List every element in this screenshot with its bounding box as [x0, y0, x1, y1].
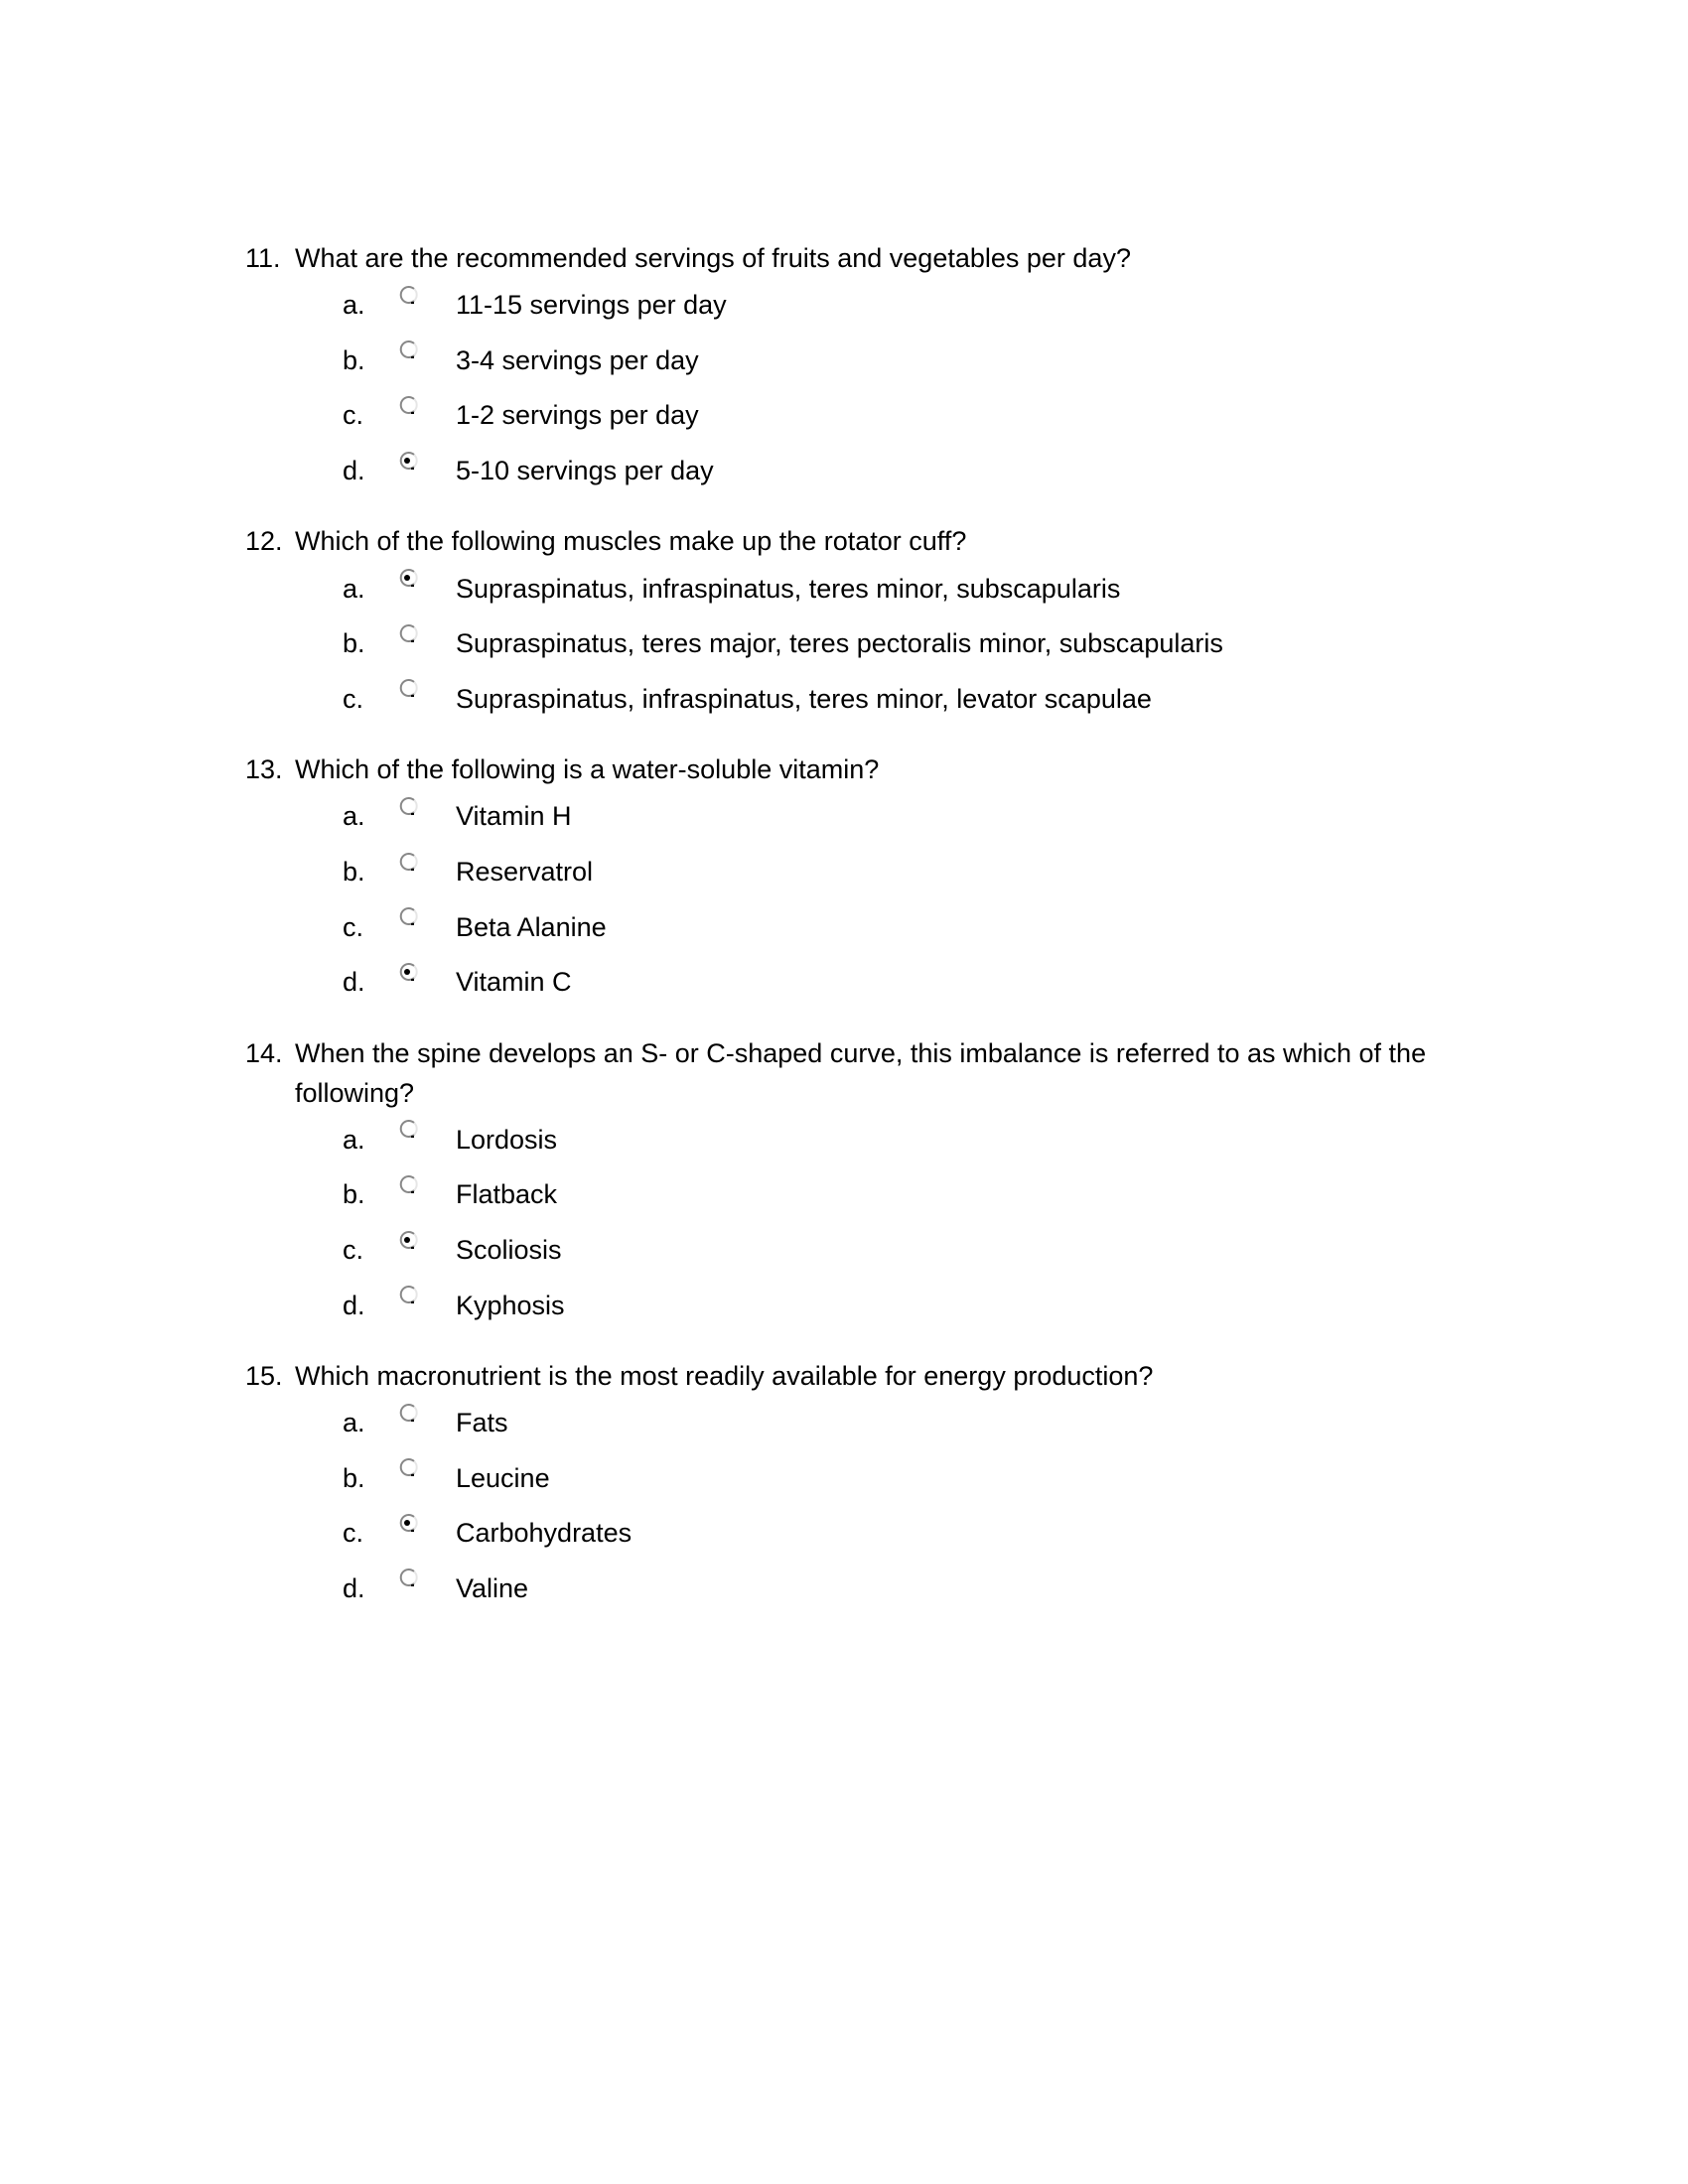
option-text: 5-10 servings per day	[456, 456, 714, 486]
question-number: 11.	[245, 243, 281, 273]
radio-unselected-icon[interactable]	[397, 395, 419, 417]
question-14	[245, 1033, 1486, 1333]
answer-option[interactable]	[245, 1113, 1486, 1168]
answer-option[interactable]	[245, 1278, 1486, 1333]
question-text: Which macronutrient is the most readily available for energy production?	[295, 1360, 1154, 1391]
option-letter: c.	[343, 911, 364, 942]
radio-unselected-icon[interactable]	[397, 1285, 419, 1306]
option-letter: b.	[343, 344, 365, 375]
option-text: Vitamin C	[456, 967, 572, 998]
option-letter: b.	[343, 628, 365, 659]
radio-selected-icon[interactable]	[397, 962, 419, 984]
radio-unselected-icon[interactable]	[397, 1174, 419, 1196]
option-letter: a.	[343, 1408, 365, 1438]
question-15	[245, 1356, 1486, 1616]
option-text: Leucine	[456, 1462, 550, 1493]
radio-unselected-icon[interactable]	[397, 1119, 419, 1141]
radio-unselected-icon[interactable]	[397, 796, 419, 818]
option-letter: d.	[343, 967, 365, 998]
option-text: Supraspinatus, teres major, teres pectoralis minor, subscapularis	[456, 628, 1223, 659]
option-letter: c.	[343, 1235, 364, 1266]
radio-unselected-icon[interactable]	[397, 1403, 419, 1425]
question-line	[245, 750, 1486, 789]
answer-option[interactable]	[245, 1562, 1486, 1617]
answer-option[interactable]	[245, 1167, 1486, 1223]
option-letter: b.	[343, 857, 365, 887]
option-letter: c.	[343, 1518, 364, 1549]
question-line	[245, 238, 1486, 278]
question-number: 14.	[245, 1037, 283, 1068]
question-line	[245, 521, 1486, 561]
question-text: When the spine develops an S- or C-shaped curve, this imbalance is referred to as which of the following?	[295, 1037, 1427, 1108]
radio-unselected-icon[interactable]	[397, 852, 419, 874]
radio-selected-icon[interactable]	[397, 1230, 419, 1252]
option-letter: b.	[343, 1462, 365, 1493]
option-text: Vitamin H	[456, 801, 572, 832]
option-text: Fats	[456, 1408, 508, 1438]
question-text: What are the recommended servings of fruits and vegetables per day?	[295, 243, 1131, 273]
answer-option[interactable]	[245, 955, 1486, 1011]
option-text: Kyphosis	[456, 1290, 565, 1320]
answer-option[interactable]	[245, 1223, 1486, 1279]
question-text: Which of the following is a water-soluble vitamin?	[295, 754, 880, 785]
option-text: Carbohydrates	[456, 1518, 633, 1549]
option-text: Supraspinatus, infraspinatus, teres minor, levator scapulae	[456, 683, 1152, 714]
question-13	[245, 750, 1486, 1010]
option-text: Scoliosis	[456, 1235, 562, 1266]
option-text: Lordosis	[456, 1124, 558, 1155]
question-number: 13.	[245, 754, 283, 785]
answer-option[interactable]	[245, 672, 1486, 728]
option-text: Flatback	[456, 1179, 558, 1210]
radio-unselected-icon[interactable]	[397, 1568, 419, 1589]
option-letter: a.	[343, 573, 365, 604]
answer-option[interactable]	[245, 845, 1486, 900]
radio-unselected-icon[interactable]	[397, 285, 419, 307]
question-line	[245, 1356, 1486, 1396]
option-letter: a.	[343, 290, 365, 321]
option-text: 11-15 servings per day	[456, 290, 727, 321]
option-letter: a.	[343, 1124, 365, 1155]
radio-unselected-icon[interactable]	[397, 1457, 419, 1479]
answer-option[interactable]	[245, 789, 1486, 845]
answer-option[interactable]	[245, 561, 1486, 616]
radio-unselected-icon[interactable]	[397, 906, 419, 928]
radio-unselected-icon[interactable]	[397, 623, 419, 645]
radio-unselected-icon[interactable]	[397, 340, 419, 361]
option-letter: c.	[343, 400, 364, 431]
radio-selected-icon[interactable]	[397, 568, 419, 590]
option-text: Valine	[456, 1572, 529, 1603]
question-number: 15.	[245, 1360, 283, 1391]
radio-selected-icon[interactable]	[397, 1513, 419, 1535]
option-text: 3-4 servings per day	[456, 344, 699, 375]
answer-option[interactable]	[245, 278, 1486, 334]
question-number: 12.	[245, 526, 283, 557]
option-text: Reservatrol	[456, 857, 594, 887]
question-11	[245, 238, 1486, 498]
question-text: Which of the following muscles make up the rotator cuff?	[295, 526, 967, 557]
answer-option[interactable]	[245, 899, 1486, 955]
quiz	[245, 238, 1486, 1639]
question-line	[245, 1033, 1486, 1113]
option-letter: b.	[343, 1179, 365, 1210]
option-letter: c.	[343, 683, 364, 714]
answer-option[interactable]	[245, 1451, 1486, 1507]
question-12	[245, 521, 1486, 727]
answer-option[interactable]	[245, 444, 1486, 499]
option-text: Beta Alanine	[456, 911, 607, 942]
option-letter: d.	[343, 1572, 365, 1603]
answer-option[interactable]	[245, 388, 1486, 444]
option-letter: d.	[343, 1290, 365, 1320]
answer-option[interactable]	[245, 1396, 1486, 1451]
answer-option[interactable]	[245, 1506, 1486, 1562]
option-letter: a.	[343, 801, 365, 832]
answer-option[interactable]	[245, 616, 1486, 672]
radio-selected-icon[interactable]	[397, 451, 419, 473]
option-letter: d.	[343, 456, 365, 486]
radio-unselected-icon[interactable]	[397, 678, 419, 700]
answer-option[interactable]	[245, 334, 1486, 389]
option-text: 1-2 servings per day	[456, 400, 699, 431]
option-text: Supraspinatus, infraspinatus, teres minor, subscapularis	[456, 573, 1121, 604]
